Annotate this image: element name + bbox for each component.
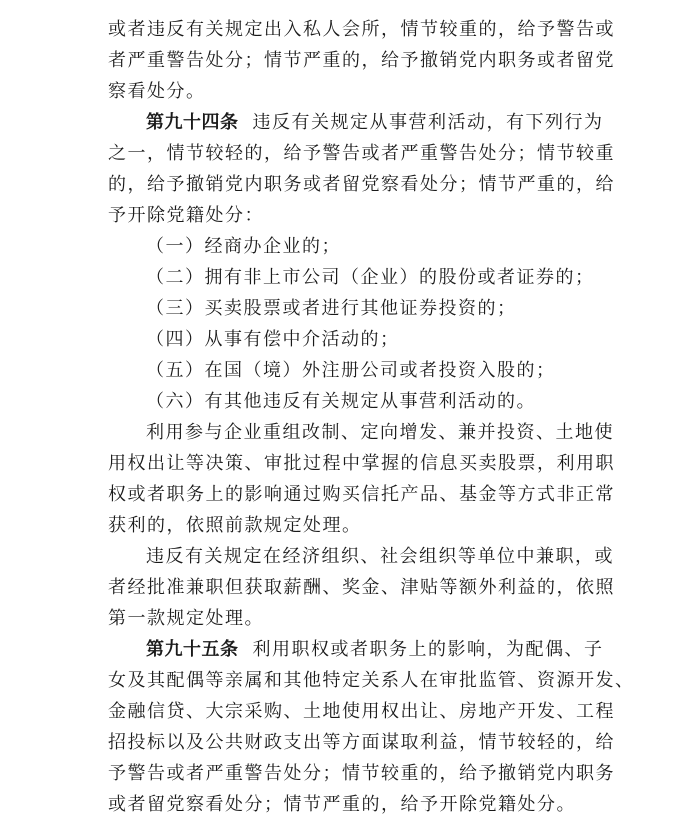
article-94-number: 第九十四条 <box>146 112 239 133</box>
text-line: 予警告或者严重警告处分；情节较重的，给予撤销党内职务 <box>108 763 615 784</box>
text-line: 获利的，依照前款规定处理。 <box>108 515 362 536</box>
text-line: 察看处分。 <box>108 81 206 102</box>
document-page <box>108 14 635 820</box>
article-94-paragraph-2 <box>108 417 615 541</box>
list-item: （四）从事有偿中介活动的； <box>146 329 400 350</box>
text-line: 之一，情节较轻的，给予警告或者严重警告处分；情节较重 <box>108 143 615 164</box>
text-line: 者严重警告处分；情节严重的，给予撤销党内职务或者留党 <box>108 50 615 71</box>
article-95-number: 第九十五条 <box>146 639 239 660</box>
text-segment: 违反有关规定从事营利活动，有下列行为 <box>252 112 604 133</box>
text-line: 者经批准兼职但获取薪酬、奖金、津贴等额外利益的，依照 <box>108 577 615 598</box>
list-item: （六）有其他违反有关规定从事营利活动的。 <box>146 391 536 412</box>
text-line: 招投标以及公共财政支出等方面谋取利益，情节较轻的，给 <box>108 732 615 753</box>
article-94 <box>108 107 615 634</box>
text-line: 利用参与企业重组改制、定向增发、兼并投资、土地使 <box>146 422 614 443</box>
list-item: （一）经商办企业的； <box>146 236 341 257</box>
article-95 <box>108 634 635 820</box>
list-item: （三）买卖股票或者进行其他证券投资的； <box>146 298 517 319</box>
text-line: 或者留党察看处分；情节严重的，给予开除党籍处分。 <box>108 794 576 815</box>
text-line: 或者违反有关规定出入私人会所，情节较重的，给予警告或 <box>108 19 615 40</box>
text-line: 的，给予撤销党内职务或者留党察看处分；情节严重的，给 <box>108 174 615 195</box>
article-94-item-list <box>108 231 600 417</box>
text-line: 违反有关规定在经济组织、社会组织等单位中兼职，或 <box>146 546 614 567</box>
article-94-first-line <box>108 107 604 138</box>
text-line: 予开除党籍处分： <box>108 205 264 226</box>
text-line: 权或者职务上的影响通过购买信托产品、基金等方式非正常 <box>108 484 615 505</box>
text-segment: 利用职权或者职务上的影响，为配偶、子 <box>252 639 604 660</box>
list-item: （二）拥有非上市公司（企业）的股份或者证券的； <box>146 267 595 288</box>
paragraph-continued <box>108 14 615 107</box>
text-line: 金融信贷、大宗采购、土地使用权出让、房地产开发、工程 <box>108 701 615 722</box>
list-item: （五）在国（境）外注册公司或者投资入股的； <box>146 360 556 381</box>
text-line: 女及其配偶等亲属和其他特定关系人在审批监管、资源开发、 <box>108 670 635 691</box>
article-94-paragraph-3 <box>108 541 615 634</box>
text-line: 用权出让等决策、审批过程中掌握的信息买卖股票，利用职 <box>108 453 615 474</box>
article-95-first-line <box>108 634 604 665</box>
text-line: 第一款规定处理。 <box>108 608 264 629</box>
